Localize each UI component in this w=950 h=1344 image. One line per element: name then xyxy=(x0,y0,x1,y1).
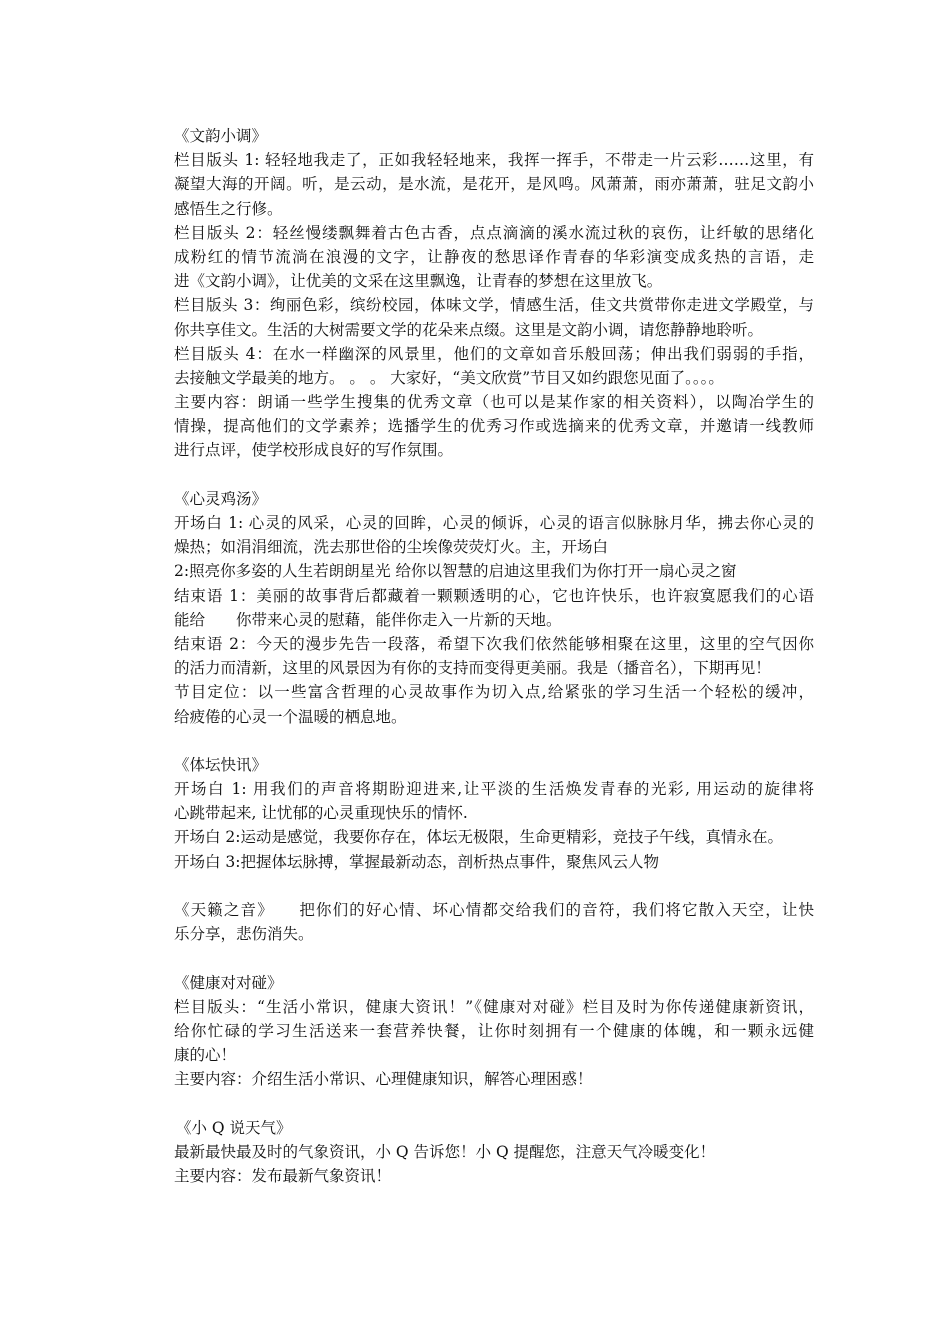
paragraph-line: 主要内容：介绍生活小常识、心理健康知识，解答心理困惑！ xyxy=(174,1070,593,1089)
section-jiankang xyxy=(174,971,814,1092)
blank-line xyxy=(174,463,814,487)
section-title: 《体坛快讯》 xyxy=(174,755,268,774)
paragraph-line: 栏目版头：“生活小常识，健康大资讯！”《健康对对碰》栏目及时为你传递健康新资讯， xyxy=(174,997,814,1016)
paragraph-line: 心跳带起来, 让忧郁的心灵重现快乐的情怀. xyxy=(174,804,468,823)
paragraph-line: 主要内容：发布最新气象资讯！ xyxy=(174,1167,392,1186)
paragraph-line: 2:照亮你多姿的人生若朗朗星光 给你以智慧的启迪这里我们为你打开一扇心灵之窗 xyxy=(174,562,737,581)
paragraph-line: 情操，提高他们的文学素养；选播学生的优秀习作或选摘来的优秀文章，并邀请一线教师 xyxy=(174,417,814,436)
paragraph-line: 开场白 1: 心灵的风采，心灵的回眸，心灵的倾诉，心灵的语言似脉脉月华，拂去你心灵的 xyxy=(174,514,814,532)
paragraph-line: 康的心！ xyxy=(174,1046,237,1065)
paragraph-line: 去接触文学最美的地方。 。 。 大家好，“美文欣赏”节目又如约跟您见面了。。。。 xyxy=(174,368,724,387)
blank-line xyxy=(174,946,814,970)
section-title: 《健康对对碰》 xyxy=(174,973,283,992)
section-title: 《小 Q 说天气》 xyxy=(176,1118,292,1137)
section-tianqi xyxy=(174,1116,814,1189)
blank-line xyxy=(174,874,814,898)
section-title: 《文韵小调》 xyxy=(174,127,268,145)
document-body xyxy=(174,124,814,1188)
blank-line xyxy=(174,729,814,753)
paragraph-line: 《天籁之音》 把你们的好心情、坏心情都交给我们的音符，我们将它散入天空，让快 xyxy=(174,901,814,919)
paragraph-line: 开场白 3:把握体坛脉搏，掌握最新动态，剖析热点事件，聚焦风云人物 xyxy=(174,852,660,871)
blank-line xyxy=(174,1092,814,1116)
paragraph-line: 的活力而清新，这里的风景因为有你的支持而变得更美丽。我是（播音名），下期再见！ xyxy=(174,659,771,678)
paragraph-line: 你共享佳文。生活的大树需要文学的花朵来点缀。这里是文韵小调，请您静静地聆听。 xyxy=(174,320,764,339)
paragraph-line: 能给 你带来心灵的慰藉，能伴你走入一片新的天地。 xyxy=(174,610,562,629)
paragraph-line: 栏目版头 2：轻丝慢缕飘舞着古色古香，点点滴滴的溪水流过秋的哀伤，让纤敏的思绪化 xyxy=(174,223,814,242)
section-tianlai xyxy=(174,898,814,946)
paragraph-line: 燥热；如涓涓细流，洗去那世俗的尘埃像荧荧灯火。主，开场白 xyxy=(174,538,609,557)
section-xinling xyxy=(174,487,814,729)
section-wenyun xyxy=(174,124,814,463)
paragraph-line: 结束语 2：今天的漫步先告一段落，希望下次我们依然能够相聚在这里，这里的空气因你 xyxy=(174,634,814,653)
paragraph-line: 栏目版头 1: 轻轻地我走了，正如我轻轻地来，我挥一挥手，不带走一片云彩……这里，有 xyxy=(174,151,814,170)
section-title: 《心灵鸡汤》 xyxy=(174,489,268,508)
section-titan xyxy=(174,753,814,874)
paragraph-line: 主要内容：朗诵一些学生搜集的优秀文章（也可以是某作家的相关资料），以陶冶学生的 xyxy=(174,393,814,412)
paragraph-line: 进《文韵小调》，让优美的文采在这里飘逸，让青春的梦想在这里放飞。 xyxy=(174,272,663,291)
paragraph-line: 成粉红的情节流淌在浪漫的文字，让静夜的愁思译作青春的华彩演变成炙热的言语，走 xyxy=(174,247,814,266)
paragraph-line: 凝望大海的开阔。听，是云动，是水流，是花开，是风鸣。风萧萧，雨亦萧萧，驻足文韵小 xyxy=(174,175,814,194)
paragraph-line: 乐分享，悲伤消失。 xyxy=(174,925,314,944)
paragraph-line: 节目定位：以一些富含哲理的心灵故事作为切入点,给紧张的学习生活一个轻松的缓冲， xyxy=(174,683,814,702)
paragraph-line: 进行点评，使学校形成良好的写作氛围。 xyxy=(174,441,454,460)
paragraph-line: 开场白 2:运动是感觉，我要你存在，体坛无极限，生命更精彩，竞技子午线，真情永在。 xyxy=(174,828,784,847)
paragraph-line: 给疲倦的心灵一个温暖的栖息地。 xyxy=(174,707,407,726)
paragraph-line: 栏目版头 4：在水一样幽深的风景里，他们的文章如音乐般回荡；伸出我们弱弱的手指， xyxy=(174,344,814,363)
paragraph-line: 最新最快最及时的气象资讯，小 Q 告诉您！小 Q 提醒您，注意天气冷暖变化！ xyxy=(174,1142,716,1161)
paragraph-line: 给你忙碌的学习生活送来一套营养快餐，让你时刻拥有一个健康的体魄，和一颗永远健 xyxy=(174,1021,814,1040)
paragraph-line: 感悟生之行修。 xyxy=(174,199,283,218)
paragraph-line: 栏目版头 3：绚丽色彩，缤纷校园，体味文学，情感生活，佳文共赏带你走进文学殿堂，与 xyxy=(174,296,814,315)
paragraph-line: 结束语 1：美丽的故事背后都藏着一颗颗透明的心，它也许快乐，也许寂寞愿我们的心语 xyxy=(174,586,814,605)
paragraph-line: 开场白 1: 用我们的声音将期盼迎进来,让平淡的生活焕发青春的光彩, 用运动的旋律将 xyxy=(174,780,814,799)
